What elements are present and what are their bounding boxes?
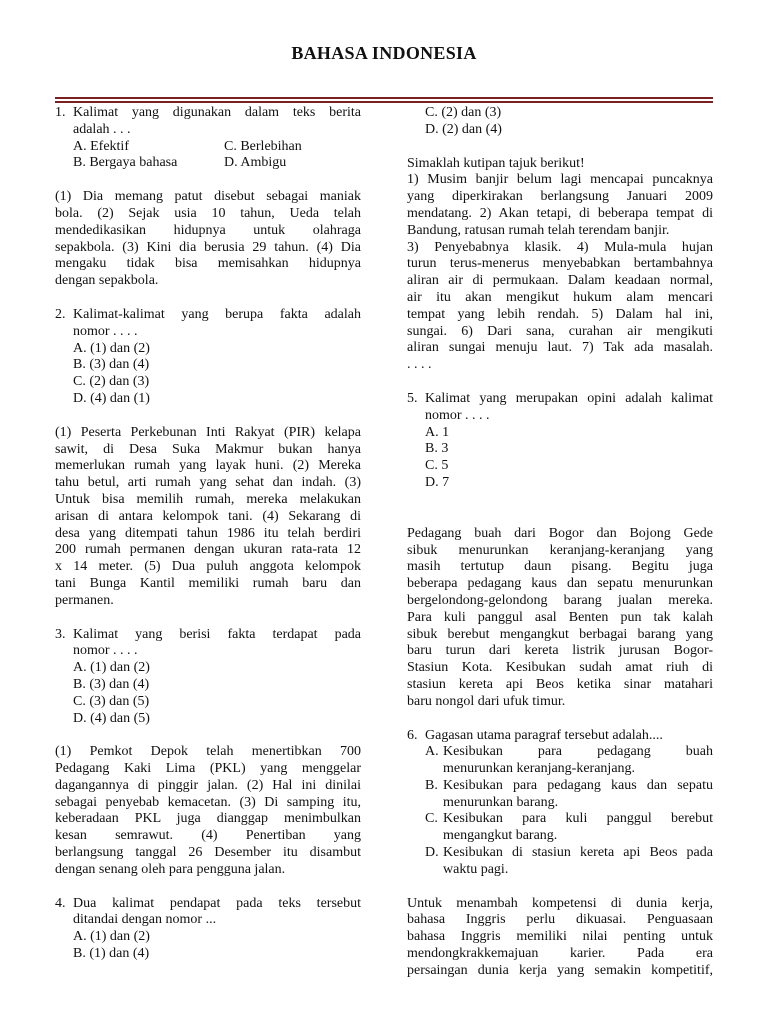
passage-3 (55, 744, 361, 878)
header-divider-bottom (55, 101, 713, 103)
passage-line: . . . . (407, 357, 432, 373)
passage-line: kesan semrawut. (4) Penertiban yang (55, 828, 361, 844)
question-number: 5. (407, 390, 418, 406)
passage-line: Pedagang buah dari Bogor dan Bojong Gede (407, 525, 713, 541)
option-letter: C. (425, 811, 438, 827)
passage-line: baru turun dari kereta listrik jurusan Bogor- (407, 643, 713, 659)
passage-line: mendedikasikan hidupnya untuk olahraga (55, 222, 361, 238)
passage-line: tempat yang lebih rendah. 5) Dalam hal ini, (407, 306, 713, 322)
passage-line: tahu betul, arti rumah yang sehat dan indah. (3) (55, 475, 361, 491)
question-text-line: Gagasan utama paragraf tersebut adalah.... (425, 727, 663, 743)
option-b: B. (3) dan (4) (73, 357, 150, 373)
option-line: Kesibukan para pedagang buah (443, 744, 713, 760)
passage-line: desa yang ditempati tahun 1986 itu telah berdiri (55, 525, 361, 541)
passage-line: beberapa pedagang kaus dan sepatu menurunkan (407, 576, 713, 592)
option-line: Kesibukan para pedagang kaus dan sepatu (443, 777, 713, 793)
passage-line: mendatang. 2) Akan tetapi, di beberapa tempat di (407, 205, 713, 221)
passage-line: 200 rumah permanen dengan ukuran rata-rata 12 (55, 542, 361, 558)
passage-line: (1) Dia memang patut disebut sebagai maniak (55, 189, 361, 205)
question-text-line: nomor . . . . (73, 323, 138, 339)
question-number: 4. (55, 895, 66, 911)
passage-line: turun terus-menerus menyebabkan bertambahnya (407, 256, 713, 272)
question-text-line: Dua kalimat pendapat pada teks tersebut (73, 895, 361, 911)
option-row (73, 139, 361, 156)
instruction: Simaklah kutipan tajuk berikut! (407, 155, 585, 171)
passage-6 (407, 896, 713, 980)
passage-line: mengaku tidak bisa memisahkan hidupnya (55, 256, 361, 272)
question-text-line: nomor . . . . (73, 643, 138, 659)
passage-line: memerlukan rumah yang layak huni. (2) Mereka (55, 458, 361, 474)
passage-line: Pedagang Kaki Lima (PKL) yang menggelar (55, 761, 361, 777)
option-letter: B. (425, 777, 438, 793)
passage-line: keberadaan PKL juga dianggap menimbulkan (55, 811, 361, 827)
passage-line: aliran air di permukaan. Dalam keadaan normal, (407, 273, 713, 289)
question-number: 6. (407, 727, 418, 743)
option-b: B. (3) dan (4) (73, 676, 150, 692)
option-line: mengangkut barang. (443, 828, 558, 844)
passage-line: bergelondong-gelondong barang jualan mereka. (407, 592, 713, 608)
passage-line: sawit, di Desa Suka Makmur bukan hanya (55, 441, 361, 457)
passage-line: baru nongol dari ufuk timur. (407, 693, 566, 709)
option-line: menurunkan keranjang-keranjang. (443, 761, 636, 777)
option-d (407, 845, 713, 879)
option-c: C. Berlebihan (224, 138, 302, 154)
header-divider-top (55, 97, 713, 99)
question-1 (55, 105, 361, 172)
passage-line: dengan sepakbola. (55, 273, 159, 289)
passage-line: sibuk menurunkan keranjang-keranjang yang (407, 542, 713, 558)
question-2 (55, 307, 361, 408)
question-text-line: Kalimat yang merupakan opini adalah kalimat (425, 390, 713, 406)
option-d: D. (2) dan (4) (425, 121, 502, 137)
passage-line: persaingan dunia kerja yang semakin kompetitif, (407, 962, 713, 978)
left-column (55, 105, 361, 963)
passage-line: Para kuli panggul asal Benten pun tak kalah (407, 609, 713, 625)
question-3 (55, 627, 361, 728)
passage-line: arisan di antara kelompok tani. (4) Sekarang di (55, 508, 361, 524)
passage-line: masih tertutup daun pisang. Begitu juga (407, 559, 713, 575)
question-text-line: nomor . . . . (425, 407, 490, 423)
passage-line: (1) Pemkot Depok telah menertibkan 700 (55, 744, 361, 760)
passage-line: sibuk berebut mengangkut berbagai barang yang (407, 626, 713, 642)
passage-line: Untuk menambah kompetensi di dunia kerja, (407, 895, 713, 911)
option-d: D. 7 (425, 474, 450, 490)
question-6 (407, 728, 713, 745)
option-a: A. 1 (425, 424, 450, 440)
option-a: A. (1) dan (2) (73, 340, 150, 356)
question-text-line: adalah . . . (73, 121, 131, 137)
question-text-line: Kalimat-kalimat yang berupa fakta adalah (73, 306, 361, 322)
passage-line: Stasiun Kota. Kesibukan sudah amat riuh di (407, 660, 713, 676)
option-line: menurunkan barang. (443, 794, 559, 810)
passage-2 (55, 425, 361, 610)
option-b (407, 778, 713, 812)
option-c: C. (2) dan (3) (73, 374, 150, 390)
option-b: B. Bergaya bahasa (73, 155, 178, 171)
passage-line: 1) Musim banjir belum lagi mencapai puncaknya (407, 172, 713, 188)
option-a: A. Efektif (73, 138, 129, 154)
passage-line: mendongkrakkemajuan karier. Pada era (407, 946, 713, 962)
option-line: waktu pagi. (443, 861, 509, 877)
passage-line: permanen. (55, 592, 114, 608)
passage-line: yang diperkirakan berlangsung Januari 2009 (407, 189, 713, 205)
question-number: 2. (55, 306, 66, 322)
passage-line: x 14 meter. (5) Dua puluh anggota kelompok (55, 559, 361, 575)
question-4-continued (407, 105, 713, 139)
option-c: C. (3) dan (5) (73, 693, 150, 709)
passage-line: berlangsung tanggal 26 Desember itu disambut (55, 845, 361, 861)
option-b: B. 3 (425, 441, 449, 457)
passage-5 (407, 526, 713, 711)
option-row (73, 155, 361, 172)
passage-line: sepakbola. (3) Kini dia berusia 29 tahun. (4) Dia (55, 239, 361, 255)
passage-1 (55, 189, 361, 290)
passage-line: sebagai penyebab kemacetan. (3) Di samping itu, (55, 794, 361, 810)
option-c: C. 5 (425, 458, 449, 474)
question-5 (407, 391, 713, 492)
option-d: D. (4) dan (1) (73, 390, 150, 406)
option-d: D. Ambigu (224, 155, 287, 171)
passage-line: Bandung, ratusan rumah telah terendam banjir. (407, 222, 670, 238)
option-c (407, 811, 713, 845)
option-letter: A. (425, 744, 439, 760)
passage-line: aliran sungai menuju laut. 7) Tak ada masalah. (407, 340, 713, 356)
page-title: BAHASA INDONESIA (291, 43, 477, 63)
passage-line: (1) Peserta Perkebunan Inti Rakyat (PIR) kelapa (55, 424, 361, 440)
passage-line: Untuk bisa memilih rumah, mereka melakukan (55, 491, 361, 507)
passage-line: tani Bunga Kantil memiliki rumah baru dan (55, 575, 361, 591)
option-a (407, 744, 713, 778)
option-b: B. (1) dan (4) (73, 946, 150, 962)
question-4 (55, 896, 361, 963)
passage-line: 3) Penyebabnya klasik. 4) Mula-mula hujan (407, 239, 713, 255)
passage-line: air itu akan mengikut hukum alam mencari (407, 289, 713, 305)
passage-line: bola. (2) Sejak usia 10 tahun, Ueda telah (55, 205, 361, 221)
option-a: A. (1) dan (2) (73, 660, 150, 676)
option-c: C. (2) dan (3) (425, 105, 502, 120)
question-text-line: Kalimat yang berisi fakta terdapat pada (73, 626, 361, 642)
passage-4 (407, 172, 713, 374)
passage-line: dagangannya di pinggir jalan. (2) Hal ini dinilai (55, 777, 361, 793)
question-text-line: ditandai dengan nomor ... (73, 912, 217, 928)
question-text-line: Kalimat yang digunakan dalam teks berita (73, 105, 361, 120)
passage-line: bahasa Inggris perlu dikuasai. Penguasaan (407, 912, 713, 928)
option-line: Kesibukan para kuli panggul berebut (443, 811, 713, 827)
option-a: A. (1) dan (2) (73, 929, 150, 945)
question-number: 3. (55, 626, 66, 642)
passage-line: dengan senang oleh para pengguna jalan. (55, 861, 286, 877)
right-column (407, 105, 713, 980)
option-d: D. (4) dan (5) (73, 710, 150, 726)
question-number: 1. (55, 105, 66, 120)
passage-line: sungai. 6) Dari sana, curahan air mengikuti (407, 323, 713, 339)
passage-line: bahasa Inggris memiliki nilai penting untuk (407, 929, 713, 945)
option-line: Kesibukan di stasiun kereta api Beos pada (443, 845, 713, 861)
passage-line: stasiun kereta api Beos ketika sinar matahari (407, 676, 713, 692)
option-letter: D. (425, 845, 439, 861)
